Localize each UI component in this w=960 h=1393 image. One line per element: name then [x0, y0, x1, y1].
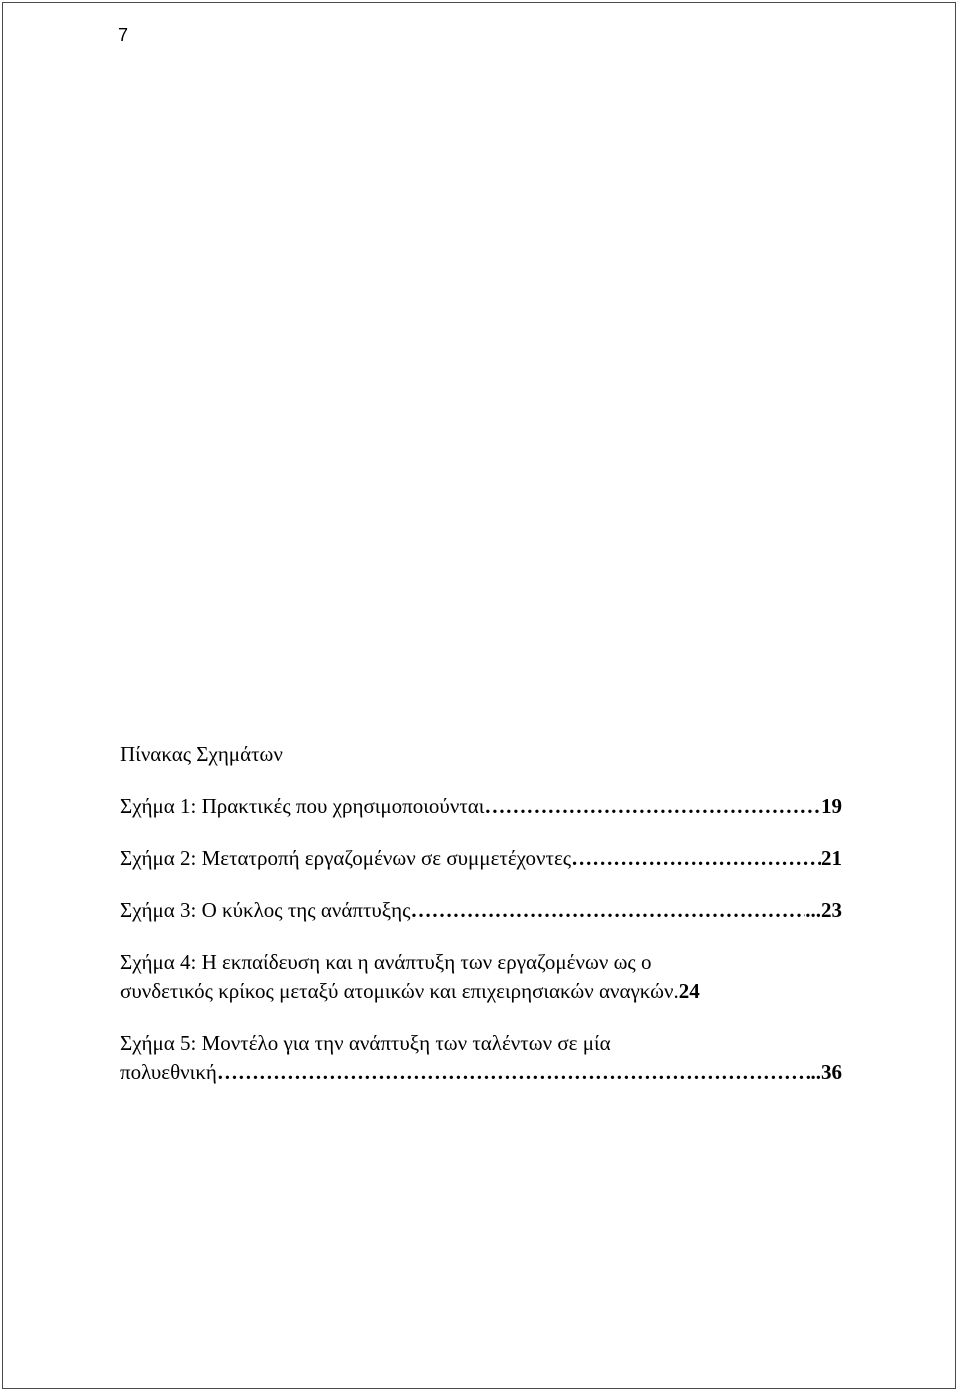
figure-page-number: 23 [821, 898, 842, 922]
figure-caption: Ο κύκλος της ανάπτυξης [201, 898, 411, 922]
dot-leader [571, 844, 821, 873]
leader-suffix: .. [810, 1060, 821, 1084]
toc-line [120, 948, 842, 977]
dot-leader [410, 896, 805, 925]
figure-caption-continued: συνδετικός κρίκος μεταξύ ατομικών και επιχειρησιακών αναγκών. [120, 979, 679, 1003]
toc-line [120, 977, 842, 1006]
figure-caption: Μοντέλο για την ανάπτυξη των ταλέντων σε μία [201, 1031, 611, 1055]
figure-label: Σχήμα 3: [120, 898, 197, 922]
toc-title: Πίνακας Σχημάτων [120, 742, 283, 766]
leader-suffix: ... [805, 898, 821, 922]
figure-page-number: 19 [821, 794, 842, 818]
figure-label: Σχήμα 1: [120, 794, 197, 818]
toc-entry-figure-4[interactable] [120, 948, 842, 1006]
toc-entry-figure-3[interactable] [120, 896, 842, 925]
figure-page-number: 21 [821, 846, 842, 870]
toc-entry-figure-5[interactable] [120, 1029, 842, 1087]
figure-label: Σχήμα 2: [120, 846, 197, 870]
table-of-figures [120, 739, 842, 1110]
figure-label: Σχήμα 5: [120, 1031, 197, 1055]
toc-line [120, 844, 842, 873]
figure-page-number: 36 [821, 1060, 842, 1084]
figure-label: Σχήμα 4: [120, 950, 197, 974]
toc-entry-figure-2[interactable] [120, 844, 842, 873]
figure-caption: Η εκπαίδευση και η ανάπτυξη των εργαζομένων ως ο [201, 950, 652, 974]
figure-caption-continued: πολυεθνική [120, 1060, 217, 1084]
dot-leader [484, 792, 821, 821]
dot-leader [217, 1058, 811, 1087]
toc-line [120, 896, 842, 925]
toc-line [120, 1029, 842, 1058]
figure-caption: Πρακτικές που χρησιμοποιούνται [201, 794, 485, 818]
toc-line [120, 792, 842, 821]
toc-entry-figure-1[interactable] [120, 792, 842, 821]
page-number: 7 [118, 25, 129, 45]
toc-line [120, 1058, 842, 1087]
document-page [2, 2, 956, 1389]
figure-caption: Μετατροπή εργαζομένων σε συμμετέχοντες [201, 846, 572, 870]
figure-page-number: 24 [678, 979, 700, 1003]
